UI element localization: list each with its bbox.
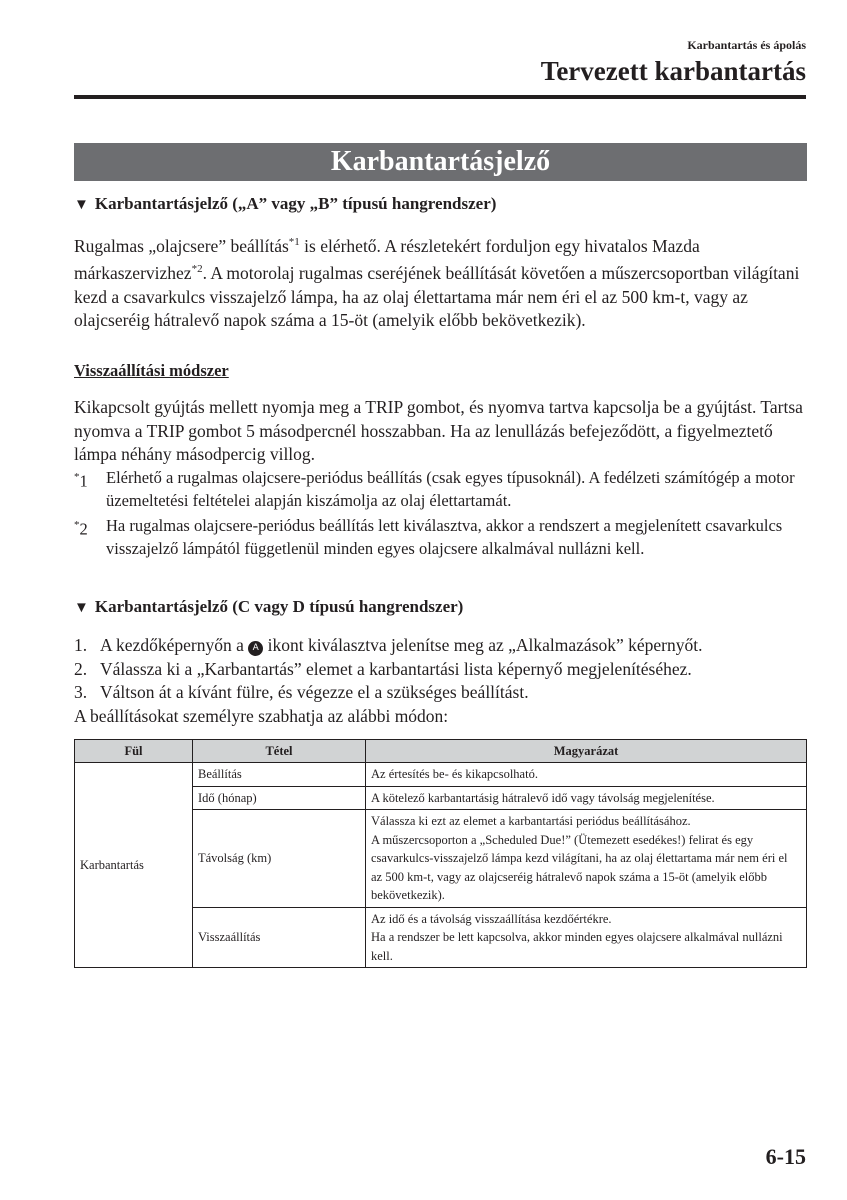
list-item: 2. Válassza ki a „Karbantartás” elemet a karbantartási lista képernyő megjelenítéséhez. — [74, 658, 692, 679]
section-label: Karbantartás és ápolás — [687, 38, 806, 52]
footnote-marker: *2 — [74, 519, 88, 539]
table-cell: A kötelező karbantartásig hátralevő idő vagy távolság megjelenítése. — [366, 786, 807, 810]
table-cell: Távolság (km) — [193, 810, 366, 908]
table-cell: Az értesítés be- és kikapcsolható. — [366, 763, 807, 787]
table-cell: Válassza ki ezt az elemet a karbantartási periódus beállításához. A műszercsoporton a „Scheduled Due!” (Ütemezett esedékes!) felirat és egy csavarkulcs-visszajelző lámpa kezd világítani, ha az olaj élettartama már nem éri el az 500 km-t, vagy az olajcseréig hátralevő napok száma a 15-öt (amelyik előbb bekövetkezik). — [366, 810, 807, 908]
footnote-1 — [74, 466, 809, 512]
list-item: 1. A kezdőképernyőn a A ikont kiválasztva jelenítse meg az „Alkalmazások” képernyőt. — [74, 635, 703, 655]
table-cell: Idő (hónap) — [193, 786, 366, 810]
reset-text: Kikapcsolt gyújtás mellett nyomja meg a TRIP gombot, és nyomva tartva kapcsolja be a gyújtást. Tartsa nyomva a TRIP gombot 5 másodpercnél hosszabban. Ha az lenullázás befejeződött, a figyelmeztető lámpa néhány másodpercig villog. — [74, 397, 803, 464]
table-header: Fül — [75, 740, 193, 763]
table-header: Magyarázat — [366, 740, 807, 763]
section-c-heading — [74, 597, 463, 617]
header-rule — [74, 95, 806, 99]
intro-text-1: Rugalmas „olajcsere” beállítás — [74, 235, 289, 256]
page-title: Tervezett karbantartás — [540, 56, 806, 86]
footnote-text: Ha rugalmas olajcsere-periódus beállítás lett kiválasztva, akkor a rendszert a megjelenített csavarkulcs visszajelző lámpától függetlenül minden egyes olajcsere alkalmával nullázni kell. — [106, 516, 783, 558]
table-cell: Beállítás — [193, 763, 366, 787]
steps-list — [74, 634, 809, 728]
list-item: 3. Váltson át a kívánt fülre, és végezze el a szükséges beállítást. — [74, 682, 529, 702]
footnote-ref-1: *1 — [288, 236, 300, 248]
footnote-marker: *1 — [74, 471, 88, 491]
table-header: Tétel — [193, 740, 366, 763]
footnote-2 — [74, 514, 809, 560]
table-cell: Visszaállítás — [193, 907, 366, 968]
tab-name-cell: Karbantartás — [75, 763, 193, 968]
intro-text-3: . A motorolaj rugalmas cseréjének beállítását követően a műszercsoportban világítani kezd a csavarkulcs visszajelző lámpa, ha az olaj élettartama már nem éri el az 500 km-t, vagy az olajcseréig hátralevő napok száma a 15-öt (amelyik előbb bekövetkezik). — [74, 263, 800, 331]
table-intro: A beállításokat személyre szabhatja az alábbi módon: — [74, 705, 449, 726]
footnote-text: Elérhető a rugalmas olajcsere-periódus beállítás (csak egyes típusoknál). A fedélzeti számítógép a motor üzemeltetési feltételei alapján kiszámolja az olaj élettartamát. — [106, 468, 795, 510]
section-a-heading-text: Karbantartásjelző („A” vagy „B” típusú hangrendszer) — [94, 194, 497, 213]
reset-heading: Visszaállítási módszer — [74, 361, 229, 380]
triangle-down-icon: ▼ — [74, 600, 89, 616]
table-header-row — [75, 740, 807, 763]
section-a-intro — [74, 231, 809, 333]
table-row — [75, 763, 807, 787]
section-a-heading — [74, 194, 496, 214]
table-cell: Az idő és a távolság visszaállítása kezdőértékre. Ha a rendszer be lett kapcsolva, akkor minden egyes olajcsere alkalmával nullázni kell. — [366, 907, 807, 968]
maintenance-table — [74, 739, 807, 968]
banner-title: Karbantartásjelző — [74, 143, 807, 181]
intro-text-2: is elérhető. A részletekért forduljon egy hivatalos Mazda márkaszervizhez — [74, 235, 700, 284]
page-number: 6-15 — [765, 1144, 806, 1169]
triangle-down-icon: ▼ — [74, 197, 89, 213]
footnote-ref-2: *2 — [191, 263, 203, 276]
section-c-heading-text: Karbantartásjelző (C vagy D típusú hangrendszer) — [94, 597, 464, 616]
app-icon: A — [248, 641, 263, 656]
